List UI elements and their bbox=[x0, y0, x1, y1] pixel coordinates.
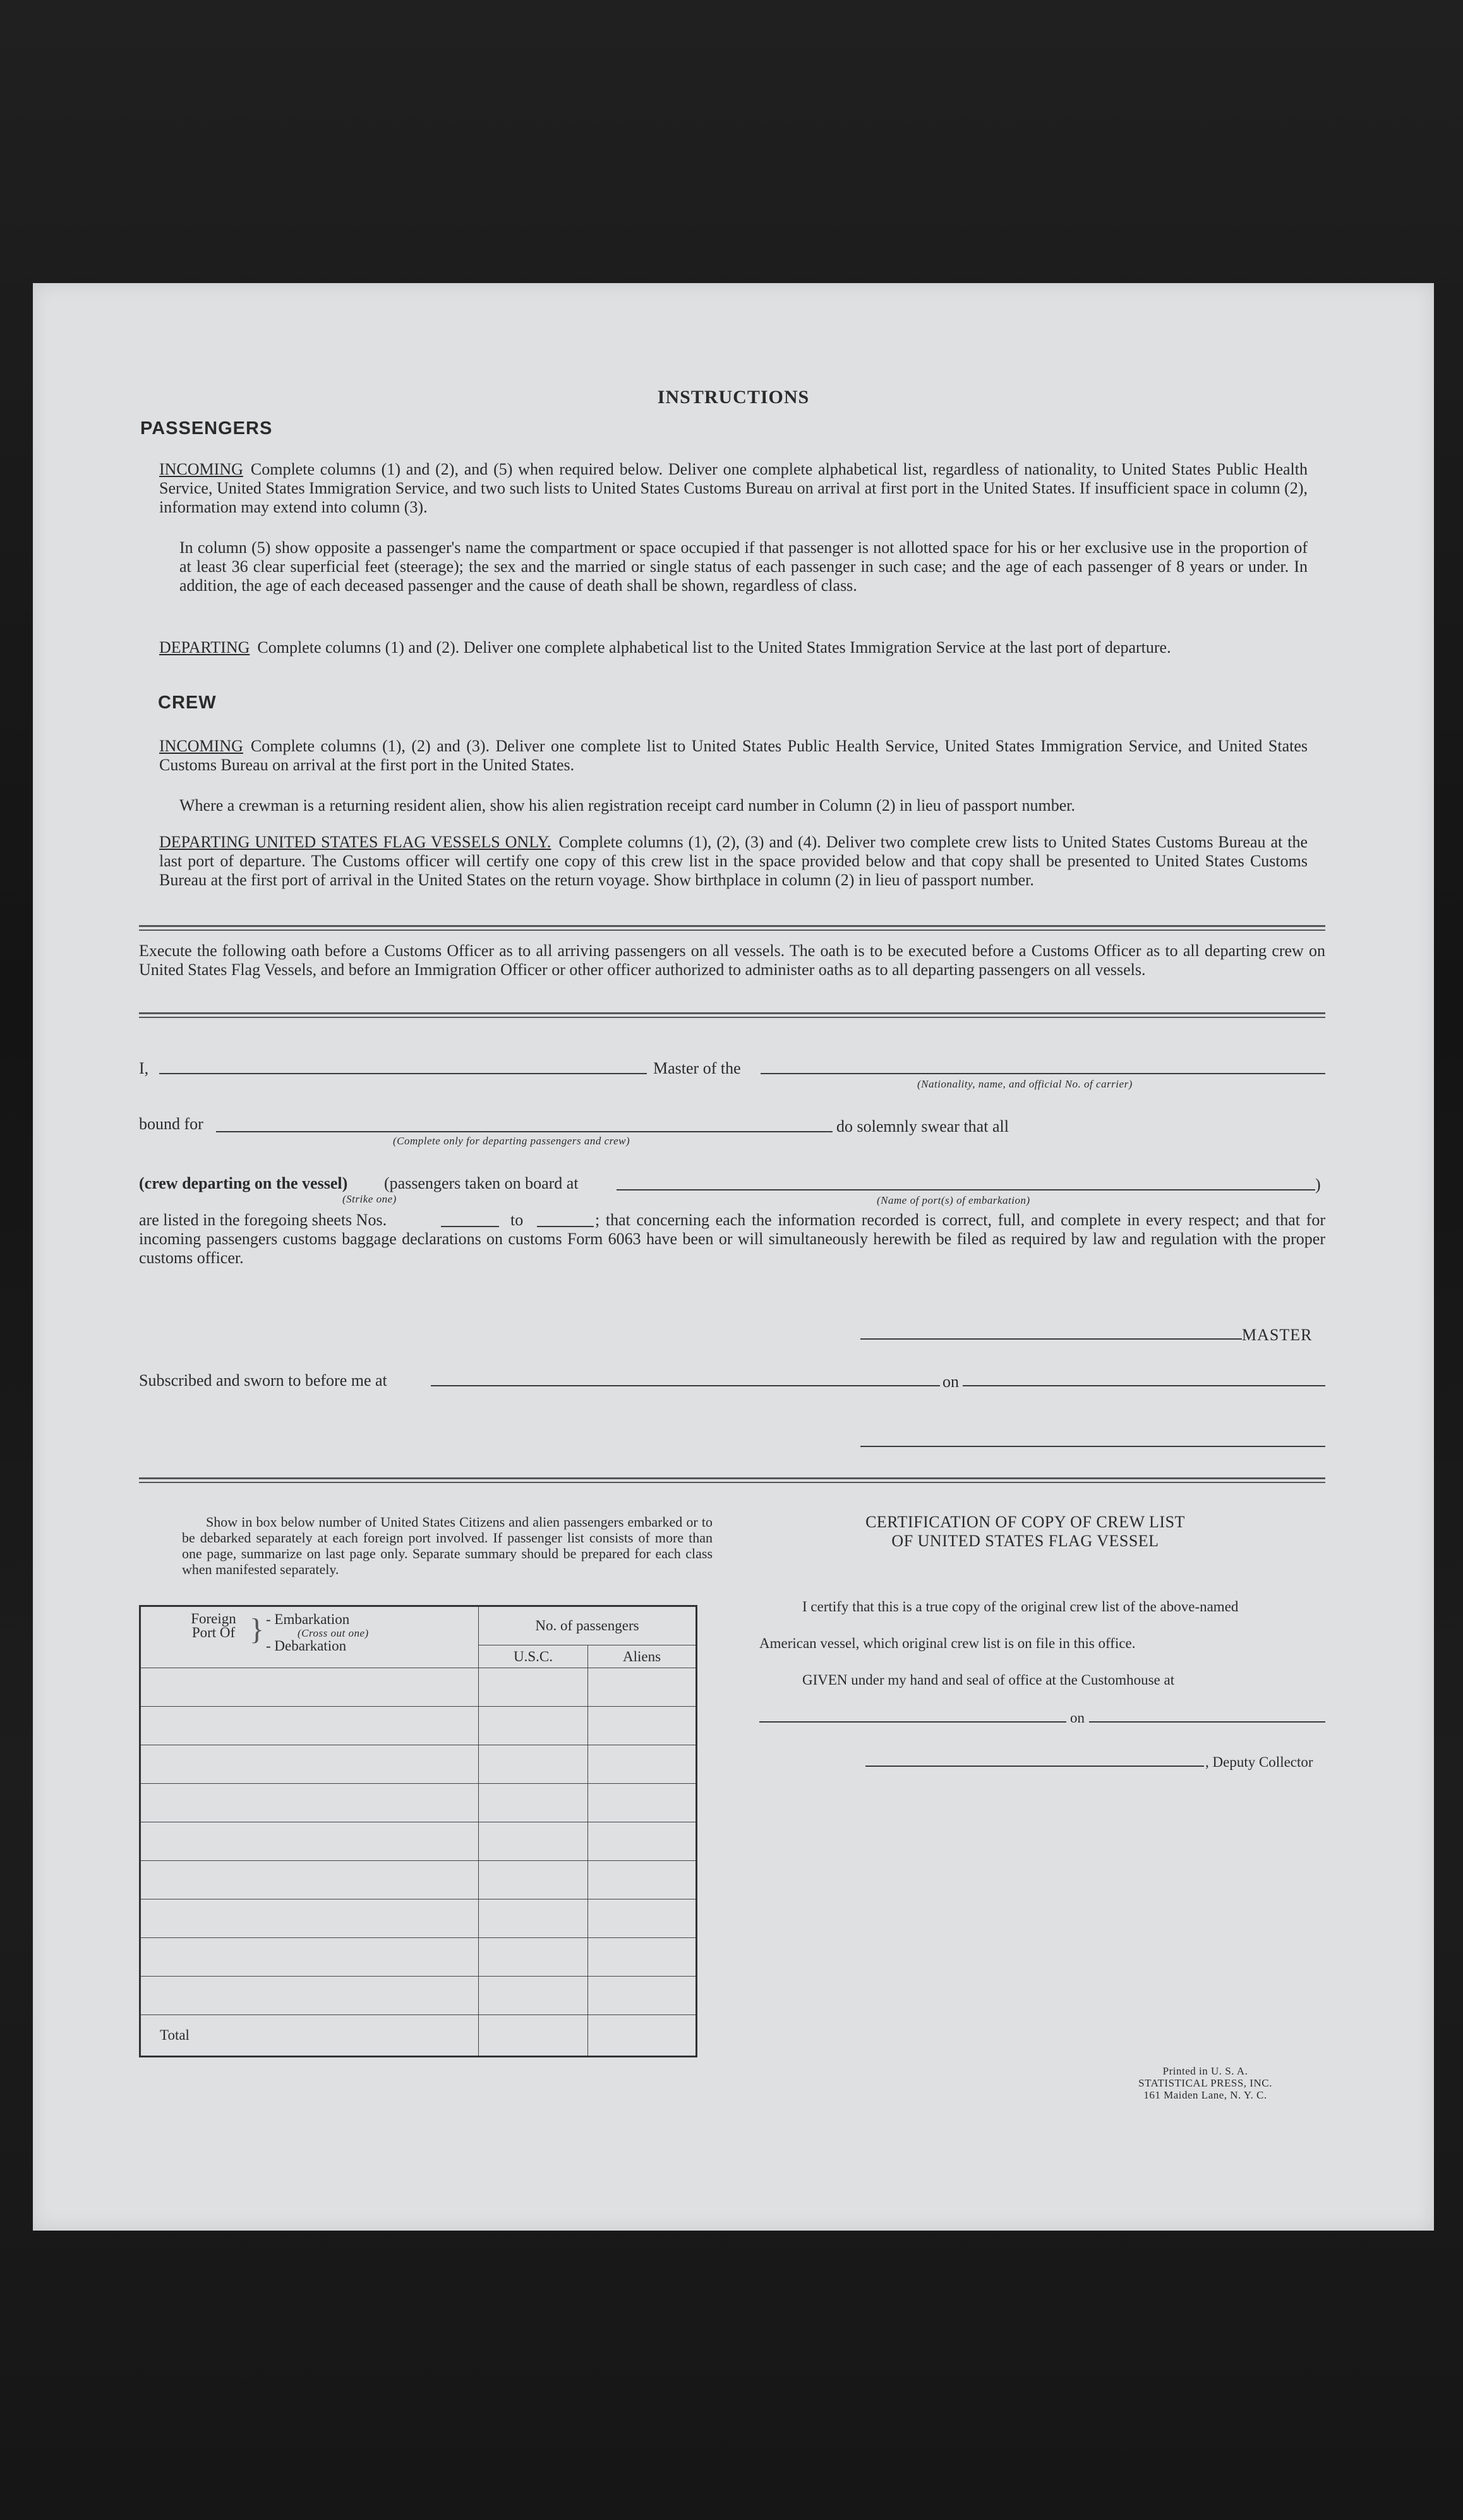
printer-imprint bbox=[1117, 2065, 1294, 2101]
sworn-at-field[interactable] bbox=[431, 1385, 940, 1386]
section-divider bbox=[139, 1477, 1325, 1483]
port-cell[interactable] bbox=[140, 1899, 479, 1938]
crew-departing-label: DEPARTING UNITED STATES FLAG VESSELS ONLY. bbox=[159, 833, 551, 851]
crew-incoming-label: INCOMING bbox=[159, 737, 243, 755]
deputy-signature-field[interactable] bbox=[865, 1766, 1204, 1767]
port-cell[interactable] bbox=[140, 1707, 479, 1745]
embarkation-label: - Embarkation bbox=[266, 1611, 350, 1627]
certification-heading-2: OF UNITED STATES FLAG VESSEL bbox=[891, 1532, 1159, 1550]
table-row bbox=[140, 1668, 697, 1707]
table-row bbox=[140, 1707, 697, 1745]
port-cell[interactable] bbox=[140, 1745, 479, 1784]
passengers-column5-text: In column (5) show opposite a passenger's name the compartment or space occupied if that passenger is not allotted space for his or her exclusive use in the proportion of at least 36 clear superficial feet (steerage); the sex and the married or single status of each passenger in such case; and the age of each passenger of 8 years or under. In addition, the age of each deceased passenger and the cause of death shall be shown, regardless of class. bbox=[179, 538, 1308, 595]
subscribed-label: Subscribed and sworn to before me at bbox=[139, 1371, 387, 1390]
master-of-label: Master of the bbox=[653, 1059, 741, 1077]
summary-note: Show in box below number of United States Citizens and alien passengers embarked or to be debarked separately at each foreign port involved. If passenger list consists of more than one page, summarize on last page only. Separate summary should be prepared for each class when manifested separately. bbox=[182, 1514, 713, 1577]
table-row bbox=[140, 1745, 697, 1784]
carrier-caption: (Nationality, name, and official No. of carrier) bbox=[917, 1078, 1133, 1090]
usc-cell[interactable] bbox=[479, 1938, 588, 1977]
master-signature-field[interactable] bbox=[860, 1338, 1242, 1340]
section-divider bbox=[139, 925, 1325, 931]
table-row bbox=[140, 1784, 697, 1822]
aliens-cell[interactable] bbox=[588, 1784, 697, 1822]
to-label: to bbox=[510, 1211, 524, 1229]
usc-cell[interactable] bbox=[479, 1745, 588, 1784]
cross-out-caption: (Cross out one) bbox=[298, 1627, 369, 1639]
aliens-header: Aliens bbox=[588, 1645, 697, 1668]
aliens-cell[interactable] bbox=[588, 1861, 697, 1899]
passenger-summary-table bbox=[139, 1605, 697, 2057]
passenger-count-header: No. of passengers bbox=[479, 1606, 697, 1645]
officer-signature-field[interactable] bbox=[860, 1446, 1325, 1447]
port-caption: (Name of port(s) of embarkation) bbox=[877, 1194, 1030, 1206]
port-cell[interactable] bbox=[140, 1861, 479, 1899]
certification-line-1: I certify that this is a true copy of the original crew list of the above-named bbox=[802, 1599, 1239, 1614]
listed-prefix: are listed in the foregoing sheets Nos. bbox=[139, 1211, 387, 1229]
aliens-total-cell[interactable] bbox=[588, 2015, 697, 2057]
table-row bbox=[140, 1938, 697, 1977]
crew-departing-text: DEPARTING UNITED STATES FLAG VESSELS ONLY. Complete columns (1), (2), (3) and (4). Deliver two complete crew lists to United States Customs Bureau at the last port of departure. The Customs officer will certify one copy of this crew list in the space provided below and that copy shall be presented to United States Customs Bureau at the first port of arrival in the United States on the return voyage. Show birthplace in column (2) in lieu of passport number. bbox=[159, 833, 1308, 889]
usc-header: U.S.C. bbox=[479, 1645, 588, 1668]
table-row bbox=[140, 1977, 697, 2015]
usc-cell[interactable] bbox=[479, 1822, 588, 1861]
oath-instruction: Execute the following oath before a Customs Officer as to all arriving passengers on all vessels. The oath is to be executed before a Customs Officer as to all departing crew on United States Flag Vessels, and before an Immigration Officer or other officer authorized to administer oaths as to all departing passengers on all vessels. bbox=[139, 942, 1325, 979]
certification-on-label: on bbox=[1070, 1710, 1085, 1726]
passengers-departing-text: DEPARTING Complete columns (1) and (2). Deliver one complete alphabetical list to the United States Immigration Service at the last port of departure. bbox=[159, 638, 1171, 657]
crew-option: (crew departing on the vessel) bbox=[139, 1174, 348, 1192]
usc-cell[interactable] bbox=[479, 1668, 588, 1707]
foreign-port-label: Foreign Port Of bbox=[191, 1611, 236, 1640]
table-row bbox=[140, 1899, 697, 1938]
close-paren: ) bbox=[1315, 1175, 1321, 1194]
passengers-incoming-text: INCOMING Complete columns (1) and (2), and (5) when required below. Deliver one complete alphabetical list, regardless of nationality, to United States Public Health Service, United States Immigration Service, and two such lists to United States Customs Bureau on arrival at first port in the United States. If insufficient space in column (2), information may extend into column (3). bbox=[159, 460, 1308, 516]
crew-incoming-text: INCOMING Complete columns (1), (2) and (3). Deliver one complete list to United States Public Health Service, United States Immigration Service, and United States Customs Bureau on arrival at the first port in the United States. bbox=[159, 737, 1308, 774]
passengers-departing-label: DEPARTING bbox=[159, 638, 250, 657]
master-label: MASTER bbox=[1242, 1326, 1313, 1344]
embarkation-port-field[interactable] bbox=[617, 1189, 1315, 1190]
port-cell[interactable] bbox=[140, 1822, 479, 1861]
carrier-field[interactable] bbox=[761, 1073, 1325, 1074]
form-sheet bbox=[33, 283, 1434, 2231]
swear-label: do solemnly swear that all bbox=[836, 1117, 1009, 1136]
bound-for-label: bound for bbox=[139, 1115, 203, 1133]
port-cell[interactable] bbox=[140, 1977, 479, 2015]
printer-line-2: STATISTICAL PRESS, INC. bbox=[1138, 2077, 1272, 2089]
master-name-field[interactable] bbox=[159, 1073, 647, 1074]
foreign-port-header bbox=[140, 1606, 479, 1668]
printer-line-1: Printed in U. S. A. bbox=[1162, 2065, 1248, 2077]
oath-i-label: I, bbox=[139, 1059, 149, 1077]
usc-cell[interactable] bbox=[479, 1899, 588, 1938]
passengers-incoming-label: INCOMING bbox=[159, 460, 243, 478]
total-label: Total bbox=[140, 2015, 479, 2057]
customhouse-field[interactable] bbox=[759, 1721, 1066, 1723]
certification-line-3: GIVEN under my hand and seal of office at the Customhouse at bbox=[802, 1672, 1175, 1688]
table-row bbox=[140, 1861, 697, 1899]
page-title: INSTRUCTIONS bbox=[657, 387, 810, 408]
table-row bbox=[140, 1822, 697, 1861]
usc-total-cell[interactable] bbox=[479, 2015, 588, 2057]
brace-glyph: } bbox=[250, 1613, 265, 1646]
crew-resident-text: Where a crewman is a returning resident alien, show his alien registration receipt card number in Column (2) in lieu of passport number. bbox=[179, 796, 1076, 815]
section-divider bbox=[139, 1012, 1325, 1018]
aliens-cell[interactable] bbox=[588, 1822, 697, 1861]
aliens-cell[interactable] bbox=[588, 1745, 697, 1784]
certification-line-2: American vessel, which original crew list is on file in this office. bbox=[759, 1635, 1136, 1651]
bound-for-caption: (Complete only for departing passengers and crew) bbox=[393, 1135, 630, 1147]
passengers-heading: PASSENGERS bbox=[140, 418, 273, 439]
aliens-cell[interactable] bbox=[588, 1938, 697, 1977]
sworn-date-field[interactable] bbox=[963, 1385, 1325, 1386]
debarkation-label: - Debarkation bbox=[266, 1638, 347, 1654]
aliens-cell[interactable] bbox=[588, 1707, 697, 1745]
sworn-on-label: on bbox=[942, 1372, 959, 1391]
usc-cell[interactable] bbox=[479, 1977, 588, 2015]
listed-rest: ; that concerning each the information recorded is correct, full, and complete in every respect; and that for incoming passengers customs baggage declarations on customs Form 6063 have been or will simultaneously herewith be filed as required by law and regulation with the proper customs officer. bbox=[139, 1211, 1325, 1267]
usc-cell[interactable] bbox=[479, 1784, 588, 1822]
port-cell[interactable] bbox=[140, 1668, 479, 1707]
total-row bbox=[140, 2015, 697, 2057]
bound-for-field[interactable] bbox=[216, 1131, 833, 1132]
port-cell[interactable] bbox=[140, 1938, 479, 1977]
passengers-option: (passengers taken on board at bbox=[384, 1174, 579, 1192]
certification-date-field[interactable] bbox=[1089, 1721, 1325, 1723]
crew-heading: CREW bbox=[158, 693, 217, 713]
aliens-cell[interactable] bbox=[588, 1668, 697, 1707]
aliens-cell[interactable] bbox=[588, 1977, 697, 2015]
strike-caption: (Strike one) bbox=[342, 1193, 397, 1205]
usc-cell[interactable] bbox=[479, 1707, 588, 1745]
certification-heading-1: CERTIFICATION OF COPY OF CREW LIST bbox=[865, 1513, 1185, 1531]
port-cell[interactable] bbox=[140, 1784, 479, 1822]
printer-line-3: 161 Maiden Lane, N. Y. C. bbox=[1143, 2089, 1267, 2101]
deputy-collector-label: , Deputy Collector bbox=[1205, 1754, 1313, 1770]
usc-cell[interactable] bbox=[479, 1861, 588, 1899]
aliens-cell[interactable] bbox=[588, 1899, 697, 1938]
